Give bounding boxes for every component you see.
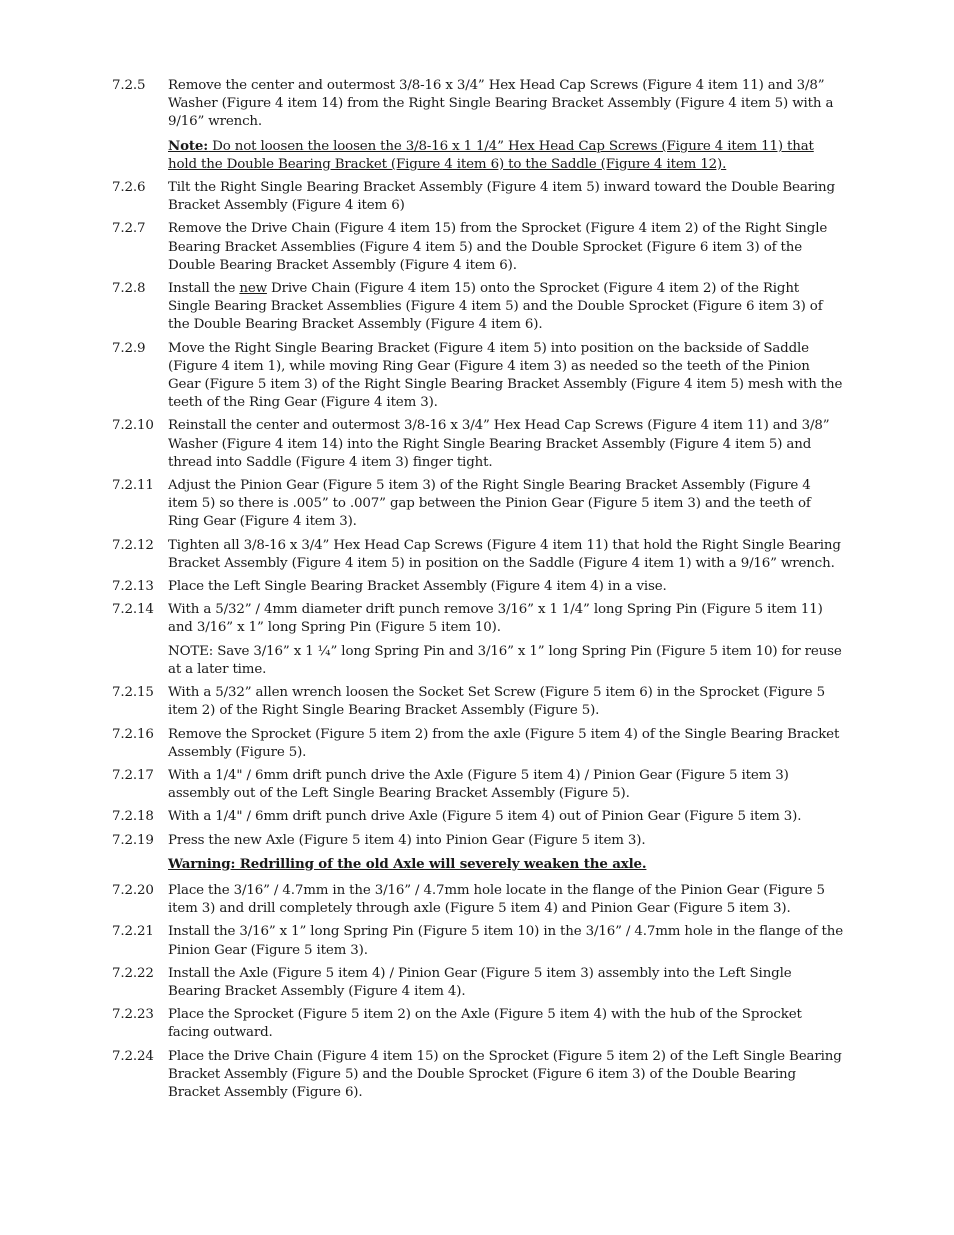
note-label: Note: [168,137,209,154]
text-after: Drive Chain (Figure 4 item 15) onto the Sprocket (Figure 4 item 2) of the Right Single Bearing Bracket Assemblies (Figure 4 item 5) and the Double Sprocket (Figure 6 item 3) of the Double Bearing Bracket Assembly (Figure 4 item 6). [168,281,823,333]
step-text: Remove the Drive Chain (Figure 4 item 15) from the Sprocket (Figure 4 item 2) of the Right Single Bearing Bracket Assemblies (Figure 4 item 5) and the Double Sprocket (Figure 6 item 3) of the Double Bearing Bracket Assembly (Figure 4 item 6). [168,221,828,273]
step-text: Install the 3/16” x 1” long Spring Pin (Figure 5 item 10) in the 3/16” / 4.7mm hole in the flange of the Pinion Gear (Figure 5 item 3). [168,924,843,958]
step-number: 7.2.7 [112,221,146,237]
step-body [168,601,844,679]
step-text: Reinstall the center and outermost 3/8-16 x 3/4” Hex Head Cap Screws (Figure 4 item 11) and 3/8” Washer (Figure 4 item 14) into the Right Single Bearing Bracket Assembly (Figure 4 item 5) and thread into Saddle (Figure 4 item 3) finger tight. [168,418,830,470]
step-7-2-9 [112,340,844,413]
step-number: 7.2.22 [112,965,154,981]
step-body [168,1006,844,1042]
step-7-2-16 [112,726,844,762]
step-number: 7.2.12 [112,537,154,553]
step-body [168,882,844,918]
step-body [168,280,844,335]
step-7-2-10 [112,417,844,472]
step-text: With a 1/4" / 6mm drift punch drive the Axle (Figure 5 item 4) / Pinion Gear (Figure 5 item 3) assembly out of the Left Single Bearing Bracket Assembly (Figure 5). [168,767,789,802]
step-7-2-5 [112,77,844,174]
step-7-2-19 [112,832,844,850]
step-number: 7.2.8 [112,281,146,297]
step-number: 7.2.13 [112,579,154,595]
step-text: Press the new Axle (Figure 5 item 4) into Pinion Gear (Figure 5 item 3). [168,832,646,848]
step-number: 7.2.14 [112,602,154,618]
step-body [168,77,844,174]
step-number: 7.2.10 [112,418,154,434]
step-body [168,340,844,413]
step-7-2-11 [112,477,844,532]
step-text: Tighten all 3/8-16 x 3/4” Hex Head Cap Screws (Figure 4 item 11) that hold the Right Single Bearing Bracket Assembly (Figure 4 item 5) in position on the Saddle (Figure 4 item 1) with a 9/16” wrench. [168,537,841,571]
step-number: 7.2.15 [112,685,154,701]
step-body [168,808,844,826]
step-text: Move the Right Single Bearing Bracket (Figure 4 item 5) into position on the backside of Saddle (Figure 4 item 1), while moving Ring Gear (Figure 4 item 3) as needed so the teeth of the Pinion Gear (Figure 5 item 3) of the Right Single Bearing Bracket Assembly (Figure 4 item 5) mesh with the teeth of the Ring Gear (Figure 4 item 3). [168,340,843,411]
step-7-2-21 [112,923,844,959]
step-text: Place the Sprocket (Figure 5 item 2) on the Axle (Figure 5 item 4) with the hub of the Sprocket facing outward. [168,1007,802,1041]
step-7-2-17 [112,767,844,803]
step-number: 7.2.21 [112,924,154,940]
step-7-2-8 [112,280,844,335]
step-body [168,923,844,959]
step-body [168,179,844,215]
step-number: 7.2.23 [112,1007,154,1023]
step-text: Tilt the Right Single Bearing Bracket Assembly (Figure 4 item 5) inward toward the Double Bearing Bracket Assembly (Figure 4 item 6) [168,180,835,214]
note-text: Do not loosen the loosen the 3/8-16 x 1 1/4” Hex Head Cap Screws (Figure 4 item 11) that hold the Double Bearing Bracket (Figure 4 item 6) to the Saddle (Figure 4 item 12). [168,138,814,172]
step-7-2-23 [112,1006,844,1042]
step-text: Remove the Sprocket (Figure 5 item 2) from the axle (Figure 5 item 4) of the Single Bearing Bracket Assembly (Figure 5). [168,726,840,760]
step-number: 7.2.11 [112,478,154,494]
procedure-steps [112,77,844,1107]
step-7-2-12 [112,537,844,573]
step-text: With a 5/32” allen wrench loosen the Socket Set Screw (Figure 5 item 6) in the Sprocket (Figure 5 item 2) of the Right Single Bearing Bracket Assembly (Figure 5). [168,685,825,719]
step-text: Place the Left Single Bearing Bracket Assembly (Figure 4 item 4) in a vise. [168,579,667,595]
step-number: 7.2.5 [112,78,146,93]
step-text: With a 1/4" / 6mm drift punch drive Axle (Figure 5 item 4) out of Pinion Gear (Figure 5 item 3). [168,809,802,825]
step-7-2-20 [112,882,844,918]
step-7-2-7 [112,220,844,275]
step-body [168,477,844,532]
step-number: 7.2.19 [112,832,154,848]
warning-text: Warning: Redrilling of the old Axle will severely weaken the axle. [168,855,647,872]
step-body [168,537,844,573]
step-7-2-18 [112,808,844,826]
step-body [168,767,844,803]
step-7-2-24 [112,1048,844,1103]
emphasis-new: new [239,281,267,297]
step-body [168,220,844,275]
step-text: Place the Drive Chain (Figure 4 item 15) on the Sprocket (Figure 5 item 2) of the Left Single Bearing Bracket Assembly (Figure 5) and the Double Sprocket (Figure 6 item 3) of the Double Bearing Bracket Assembly (Figure 6). [168,1048,842,1100]
step-7-2-22 [112,965,844,1001]
step-number: 7.2.20 [112,882,154,898]
step-body [168,578,844,596]
step-number: 7.2.24 [112,1048,154,1064]
step-number: 7.2.9 [112,340,146,356]
step-text: Remove the center and outermost 3/8-16 x 3/4” Hex Head Cap Screws (Figure 4 item 11) and 3/8” Washer (Figure 4 item 14) from the Right Single Bearing Bracket Assembly (Figure 4 item 5) with a 9/16” wrench. [168,78,834,130]
step-7-2-6 [112,179,844,215]
step-body [168,726,844,762]
step-note: NOTE: Save 3/16” x 1 ¼” long Spring Pin and 3/16” x 1” long Spring Pin (Figure 5 item 10) for reuse at a later time. [168,643,842,677]
step-body [168,965,844,1001]
step-body [168,417,844,472]
step-note [168,137,844,174]
step-text: Adjust the Pinion Gear (Figure 5 item 3) of the Right Single Bearing Bracket Assembly (Figure 4 item 5) so there is .005” to .007” gap between the Pinion Gear (Figure 5 item 3) and the teeth of Ring Gear (Figure 4 item 3). [168,478,811,530]
step-number: 7.2.6 [112,180,146,196]
step-number: 7.2.16 [112,726,154,742]
step-7-2-13 [112,578,844,596]
step-body [168,832,844,850]
step-body [168,684,844,720]
step-body [168,1048,844,1103]
step-number: 7.2.18 [112,809,154,825]
step-text: Place the 3/16” / 4.7mm in the 3/16” / 4.7mm hole locate in the flange of the Pinion Gear (Figure 5 item 3) and drill completely through axle (Figure 5 item 4) and Pinion Gear (Figure 5 item 3). [168,882,825,917]
step-text: Install the Axle (Figure 5 item 4) / Pinion Gear (Figure 5 item 3) assembly into the Left Single Bearing Bracket Assembly (Figure 4 item 4). [168,965,792,999]
step-7-2-15 [112,684,844,720]
step-number: 7.2.17 [112,767,154,783]
step-7-2-14 [112,601,844,679]
step-text [168,280,844,335]
warning-row [112,855,844,873]
step-text: With a 5/32” / 4mm diameter drift punch remove 3/16” x 1 1/4” long Spring Pin (Figure 5 item 11) and 3/16” x 1” long Spring Pin (Figure 5 item 10). [168,602,823,636]
text-before: Install the [168,281,240,297]
